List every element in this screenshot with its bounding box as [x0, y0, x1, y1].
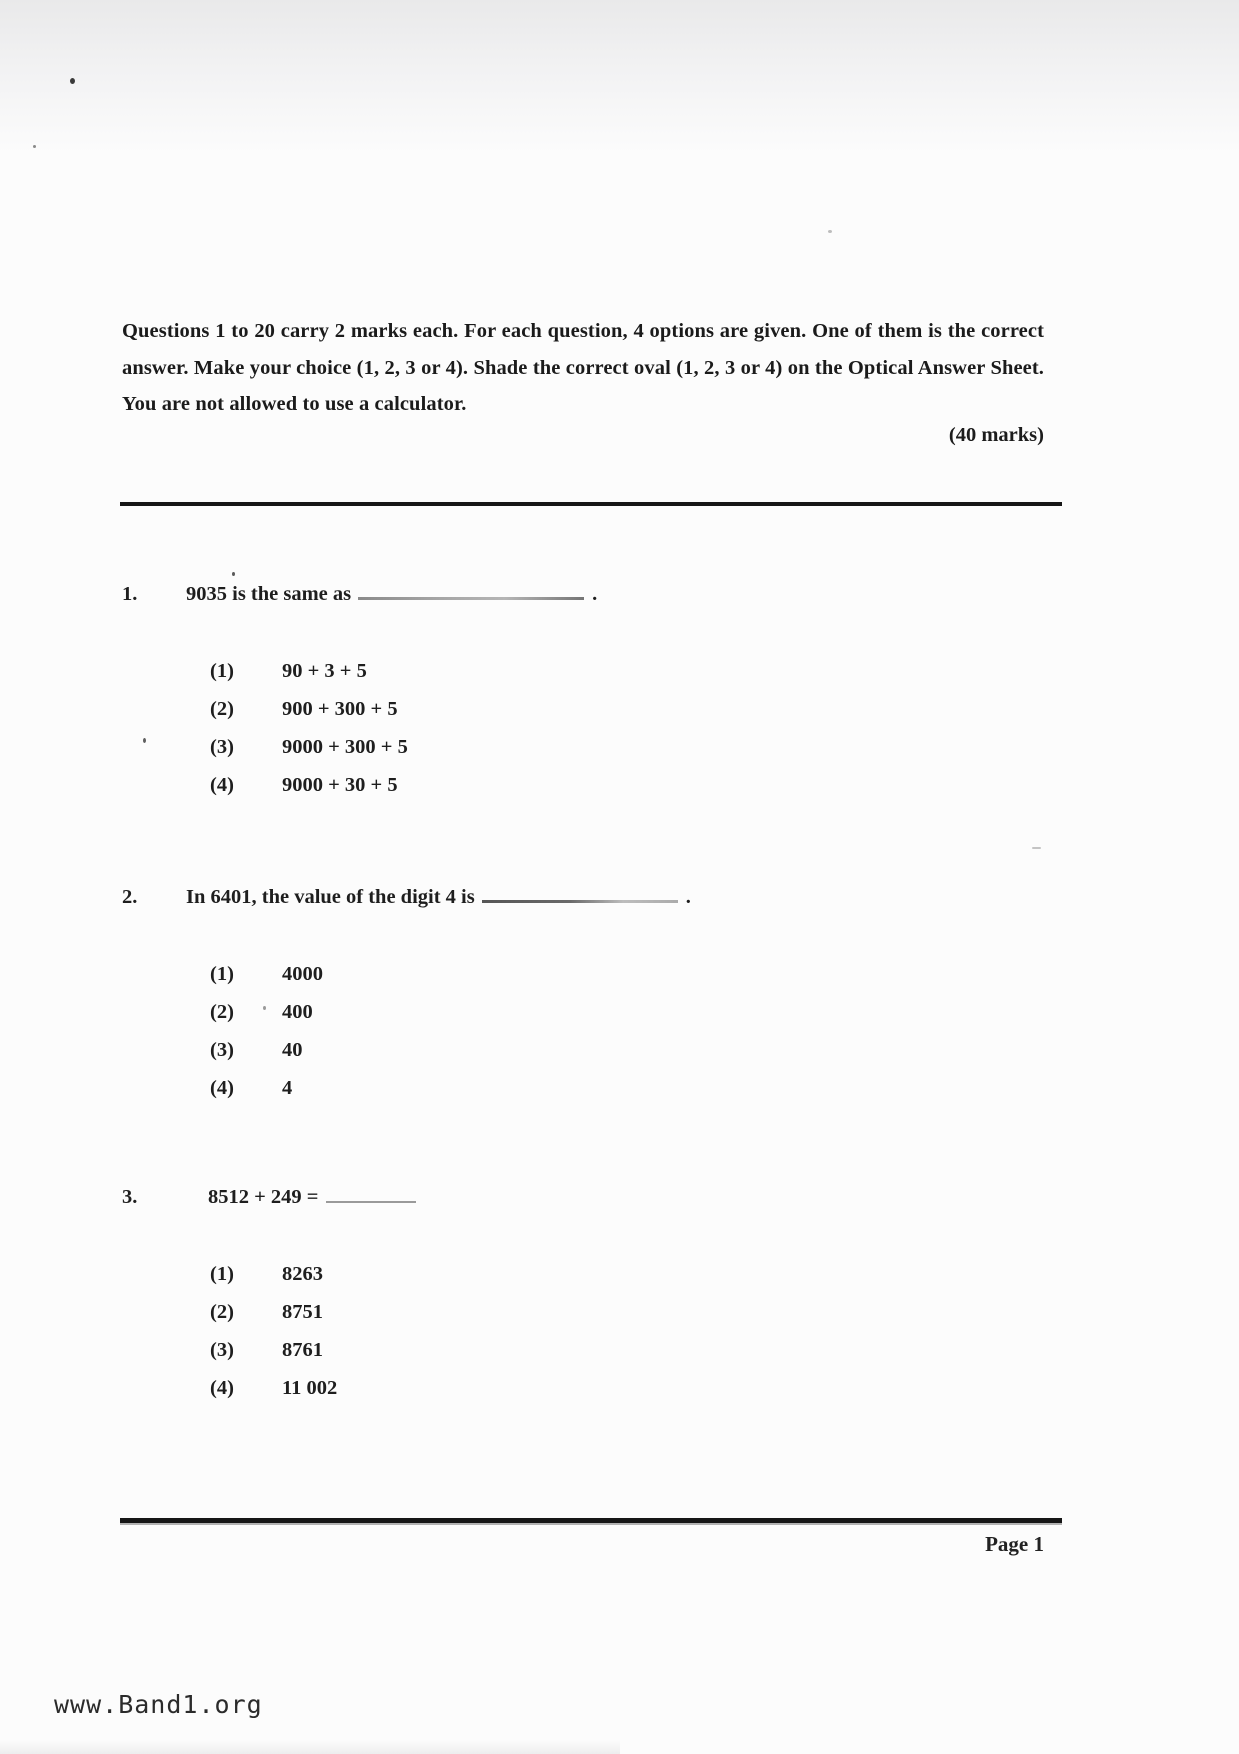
- option-label: (3): [210, 735, 234, 758]
- scan-speck: [232, 572, 235, 576]
- question-1-option-1: [210, 652, 1062, 690]
- option-value: 9000 + 30 + 5: [282, 773, 398, 796]
- option-label: (2): [210, 1300, 234, 1323]
- option-value: 8751: [282, 1300, 323, 1323]
- page-number: Page 1: [985, 1532, 1044, 1556]
- option-value: 90 + 3 + 5: [282, 659, 367, 682]
- question-2-options: [210, 955, 1062, 1107]
- option-value: 8263: [282, 1262, 323, 1285]
- question-1-option-2: [210, 690, 1062, 728]
- question-3-line: [122, 1186, 1062, 1209]
- option-label: (2): [210, 697, 234, 720]
- option-label: (4): [210, 1076, 234, 1099]
- question-2-option-1: [210, 955, 1062, 993]
- option-label: (4): [210, 1376, 234, 1399]
- section-divider-top: [120, 502, 1062, 506]
- watermark-url: www.Band1.org: [54, 1690, 263, 1719]
- scan-speck: [1032, 847, 1041, 849]
- scan-shadow-bottom: [0, 1740, 620, 1754]
- question-2-period: .: [685, 886, 691, 908]
- section-divider-bottom: [120, 1518, 1062, 1523]
- option-value: 11 002: [282, 1376, 338, 1399]
- option-label: (3): [210, 1338, 234, 1361]
- option-label: (1): [210, 962, 234, 985]
- option-label: (3): [210, 1038, 234, 1061]
- option-value: 8761: [282, 1338, 323, 1361]
- question-3-options: [210, 1255, 1062, 1407]
- scan-speck: [33, 145, 36, 148]
- question-1-options: [210, 652, 1062, 804]
- question-3-option-1: [210, 1255, 1062, 1293]
- question-2: [122, 886, 1062, 1107]
- exam-instructions: [122, 313, 1044, 423]
- instructions-text-1: Questions 1 to 20 carry 2 marks each. For each question, 4 options are given. One of them is the correct answer. Make your choice (1, 2, 3 or 4). Shade the correct oval (1, 2, 3 or 4) on the Optical Answer Sheet. You are: [122, 320, 1044, 415]
- option-label: (2): [210, 1000, 234, 1023]
- question-2-answer-blank: [482, 900, 678, 903]
- question-3-text: 8512 + 249 =: [208, 1186, 319, 1208]
- question-1-text: 9035 is the same as: [186, 583, 352, 605]
- question-1-line: [122, 583, 1062, 606]
- question-2-text: In 6401, the value of the digit 4 is: [186, 886, 475, 908]
- instructions-text-2: allowed to use a calculator.: [224, 393, 467, 415]
- question-2-number: 2.: [122, 886, 138, 908]
- scan-shadow-top: [0, 0, 1239, 155]
- instructions-bold-word: not: [195, 393, 225, 415]
- scan-speck: [828, 230, 832, 233]
- option-label: (1): [210, 1262, 234, 1285]
- option-value: 4000: [282, 962, 323, 985]
- question-3-number: 3.: [122, 1186, 138, 1208]
- question-2-line: [122, 886, 1062, 909]
- question-2-option-4: [210, 1069, 1062, 1107]
- option-label: (4): [210, 773, 234, 796]
- option-value: 400: [282, 1000, 313, 1023]
- question-3-option-4: [210, 1369, 1062, 1407]
- question-1-number: 1.: [122, 583, 138, 605]
- option-value: 9000 + 300 + 5: [282, 735, 408, 758]
- question-1-option-3: [210, 728, 1062, 766]
- question-1-period: .: [592, 583, 598, 605]
- option-label: (1): [210, 659, 234, 682]
- question-3-answer-blank: [326, 1201, 416, 1203]
- option-value: 4: [282, 1076, 293, 1099]
- option-value: 900 + 300 + 5: [282, 697, 398, 720]
- question-1: [122, 583, 1062, 804]
- option-value: 40: [282, 1038, 303, 1061]
- question-1-option-4: [210, 766, 1062, 804]
- question-3-option-2: [210, 1293, 1062, 1331]
- question-2-option-3: [210, 1031, 1062, 1069]
- question-1-answer-blank: [358, 597, 584, 600]
- question-2-option-2: [210, 993, 1062, 1031]
- scan-speck: [70, 78, 75, 84]
- marks-note: (40 marks): [948, 424, 1044, 446]
- question-3: [122, 1186, 1062, 1407]
- question-3-option-3: [210, 1331, 1062, 1369]
